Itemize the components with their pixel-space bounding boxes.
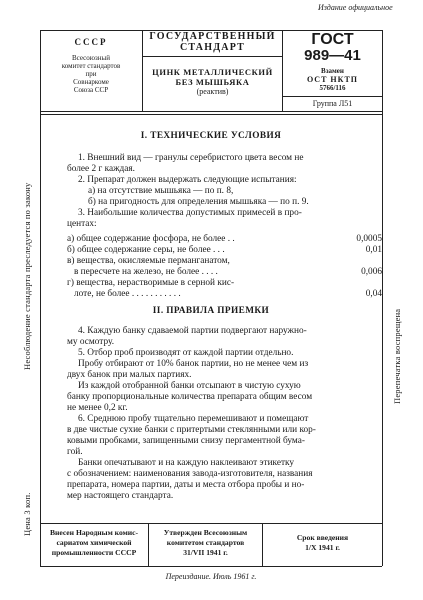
state-label: ГОСУДАРСТВЕННЫЙ: [149, 31, 276, 42]
header-left: [40, 37, 142, 94]
frame-left-line: [40, 30, 41, 566]
paragraph: 2. Препарат должен выдержать следующие испытания:: [78, 175, 297, 185]
footer-top-line: [40, 523, 382, 524]
footer-approved: [149, 528, 262, 558]
impurity-label: в) вещества, окисляемые перманганатом,: [67, 256, 230, 266]
org-line: Союза ССР: [73, 86, 109, 94]
paragraph: му осмотру.: [67, 337, 115, 347]
impurity-label: г) вещества, нерастворимые в серной кис-: [67, 278, 235, 288]
footer-line: Срок введения: [296, 533, 349, 542]
paragraph: с обозначением: наименования завода-изготовителя, названия: [67, 469, 313, 479]
paragraph: ковыми пробками, запищенными снизу пергаментной бума-: [67, 436, 305, 446]
reprint-notice: Перепечатка воспрещена: [392, 308, 402, 404]
impurity-label: а) общее содержание фосфора, не более . .: [67, 234, 235, 244]
impurity-row: [67, 267, 382, 278]
paragraph: в две чистые сухие банки с притертыми стеклянными или кор-: [67, 425, 316, 435]
impurity-label: в пересчете на железо, не более . . . .: [67, 267, 218, 277]
doc-title-3: (реактив): [196, 87, 229, 96]
paragraph: препарата, номера партии, даты и места отбора пробы и но-: [67, 480, 305, 490]
header-center: [143, 31, 282, 96]
paragraph: Из каждой отобранной банки отсыпают в чистую сухую: [78, 381, 301, 391]
impurity-value: 0,04: [365, 289, 382, 299]
org-line: Совнаркоме: [73, 78, 109, 86]
paragraph: б) на пригодность для определения мышьяка — по п. 9.: [88, 197, 309, 207]
edition-label: Издание официальное: [318, 3, 393, 12]
ost-number: 5766/116: [319, 84, 346, 92]
footer-line: 31/VII 1941 г.: [183, 548, 228, 557]
paragraph: 3. Наибольшие количества допустимых примесей в про-: [78, 208, 302, 218]
doc-title-2: БЕЗ МЫШЬЯКА: [175, 77, 250, 87]
price-label: Цена 3 коп.: [22, 492, 32, 536]
impurity-row: [67, 245, 382, 256]
doc-title-1: ЦИНК МЕТАЛЛИЧЕСКИЙ: [152, 67, 273, 77]
footer-bottom-line: [40, 566, 382, 567]
footer-effective-date: [263, 533, 382, 553]
header-right: [283, 31, 382, 92]
impurity-label: б) общее содержание серы, не более . . .: [67, 245, 225, 255]
header-bottom-line-2: [40, 114, 382, 115]
paragraph: 6. Среднюю пробу тщательно перемешивают и помещают: [78, 414, 309, 424]
section-heading: I. ТЕХНИЧЕСКИЕ УСЛОВИЯ: [140, 131, 282, 141]
footer-line: комитетом стандартов: [166, 538, 245, 547]
footer-line: промышленности СССР: [51, 548, 137, 557]
paragraph: центах:: [67, 219, 97, 229]
impurity-row: [67, 289, 382, 300]
paragraph: Пробу отбирают от 10% банок партии, но не менее чем из: [78, 359, 309, 369]
replaces-label: Взамен: [321, 67, 344, 75]
paragraph: 4. Каждую банку сдаваемой партии подвергают наружно-: [78, 326, 307, 336]
impurity-value: 0,0005: [356, 234, 382, 244]
paragraph: 1. Внешний вид — гранулы серебристого цвета весом не: [78, 153, 304, 163]
paragraph: 5. Отбор проб производят от каждой партии отдельно.: [78, 348, 294, 358]
section-heading: II. ПРАВИЛА ПРИЕМКИ: [152, 306, 270, 316]
paragraph: банку пропорциональные количества препарата общим весом: [67, 392, 313, 402]
country: СССР: [74, 37, 108, 47]
reprint-date: Переиздание. Июль 1961 г.: [165, 572, 257, 581]
footer-submitted: [40, 528, 148, 558]
footer-line: 1/X 1941 г.: [305, 543, 340, 552]
paragraph: двух банок при малых партиях.: [67, 370, 192, 380]
footer-line: Утвержден Всесоюзным: [163, 528, 248, 537]
header-bottom-line: [40, 111, 382, 112]
impurity-row: [67, 256, 382, 267]
paragraph: более 2 г каждая.: [67, 164, 135, 174]
gost-label: ГОСТ: [311, 31, 354, 48]
paragraph: не менее 0,2 кг.: [67, 403, 128, 413]
paragraph: мер настоящего стандарта.: [67, 491, 174, 501]
footer-line: Внесен Народным комис-: [49, 528, 139, 537]
impurity-row: [67, 278, 382, 289]
paragraph: гой.: [67, 447, 83, 457]
impurity-value: 0,006: [361, 267, 382, 277]
frame-right-line: [382, 30, 383, 566]
impurity-label: лоте, не более . . . . . . . . . . .: [67, 289, 181, 299]
footer-line: сариатом химической: [56, 538, 132, 547]
impurity-row: [67, 234, 382, 245]
ost-label: ОСТ НКТП: [306, 75, 358, 84]
gost-number: 989—41: [304, 47, 361, 64]
group-line: [282, 96, 382, 97]
org-line: комитет стандартов: [61, 62, 121, 70]
impurity-value: 0,01: [365, 245, 382, 255]
org-line: Всесоюзный: [72, 54, 110, 62]
paragraph: Банки опечатывают и на каждую наклеивают этикетку: [78, 458, 295, 468]
org-line: при: [85, 70, 97, 78]
group-label: Группа Л51: [312, 99, 353, 108]
paragraph: а) на отсутствие мышьяка — по п. 8,: [88, 186, 234, 196]
standard-label: СТАНДАРТ: [180, 42, 245, 53]
law-notice: Несоблюдение стандарта преследуется по закону: [22, 182, 32, 370]
